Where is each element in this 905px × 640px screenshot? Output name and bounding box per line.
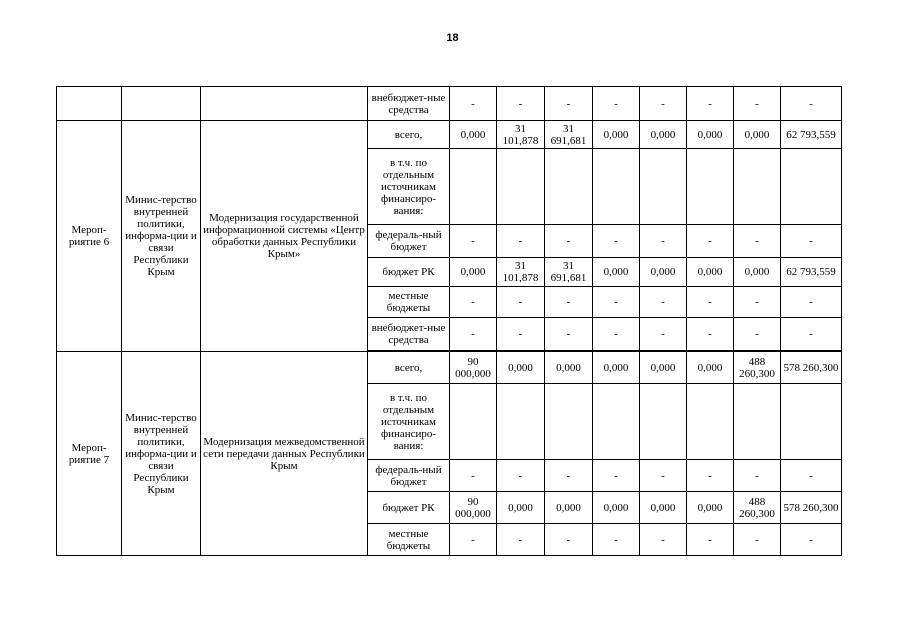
empty-cell (57, 87, 122, 121)
source-label: бюджет РК (368, 492, 450, 524)
value-cell: - (497, 460, 545, 492)
source-label: всего, (368, 352, 450, 384)
value-cell: 31 101,878 (497, 121, 545, 149)
value-cell: - (497, 287, 545, 318)
value-cell: 0,000 (640, 352, 687, 384)
table-row (57, 87, 842, 121)
value-cell: - (545, 524, 593, 556)
value-cell: - (781, 524, 842, 556)
value-cell: 31 691,681 (545, 258, 593, 287)
source-label: местные бюджеты (368, 287, 450, 318)
value-cell: - (734, 318, 781, 351)
empty-cell (497, 149, 545, 225)
value-cell: 62 793,559 (781, 121, 842, 149)
value-cell: 0,000 (640, 258, 687, 287)
value-cell: - (781, 287, 842, 318)
value-cell: - (734, 87, 781, 121)
value-cell: - (687, 87, 734, 121)
value-cell: - (734, 460, 781, 492)
value-cell: - (593, 87, 640, 121)
value-cell: - (593, 524, 640, 556)
value-cell: - (593, 460, 640, 492)
value-cell: - (687, 524, 734, 556)
table-row (57, 121, 842, 149)
empty-cell (450, 384, 497, 460)
value-cell: 578 260,300 (781, 492, 842, 524)
value-cell: - (593, 318, 640, 351)
value-cell: 578 260,300 (781, 352, 842, 384)
source-label: в т.ч. по отдельным источникам финансиро-вания: (368, 149, 450, 225)
empty-cell (781, 149, 842, 225)
empty-cell (781, 384, 842, 460)
value-cell: - (497, 225, 545, 258)
value-cell: 0,000 (593, 258, 640, 287)
source-label: бюджет РК (368, 258, 450, 287)
value-cell: 488 260,300 (734, 492, 781, 524)
page-number: 18 (446, 32, 459, 44)
value-cell: 0,000 (593, 352, 640, 384)
value-cell: 0,000 (450, 258, 497, 287)
value-cell: - (497, 318, 545, 351)
empty-cell (201, 87, 368, 121)
value-cell: - (545, 318, 593, 351)
value-cell: 0,000 (687, 121, 734, 149)
value-cell: - (545, 287, 593, 318)
empty-cell (687, 149, 734, 225)
empty-cell (593, 149, 640, 225)
value-cell: 31 101,878 (497, 258, 545, 287)
empty-cell (640, 384, 687, 460)
empty-cell (122, 87, 201, 121)
measure-label: Мероп-риятие 6 (57, 121, 122, 352)
value-cell: - (593, 287, 640, 318)
value-cell: - (640, 460, 687, 492)
table-row (57, 352, 842, 384)
source-label: всего, (368, 121, 450, 149)
value-cell: - (640, 287, 687, 318)
value-cell: 0,000 (687, 258, 734, 287)
value-cell: 62 793,559 (781, 258, 842, 287)
source-label: местные бюджеты (368, 524, 450, 556)
value-cell: 0,000 (687, 352, 734, 384)
value-cell: 0,000 (497, 492, 545, 524)
value-cell: 0,000 (497, 352, 545, 384)
empty-cell (640, 149, 687, 225)
financing-table (56, 86, 842, 556)
value-cell: - (450, 524, 497, 556)
value-cell: 0,000 (687, 492, 734, 524)
value-cell: 0,000 (640, 492, 687, 524)
value-cell: - (734, 287, 781, 318)
value-cell: - (734, 524, 781, 556)
value-cell: 90 000,000 (450, 492, 497, 524)
value-cell: - (450, 318, 497, 351)
value-cell: - (497, 524, 545, 556)
value-cell: - (781, 460, 842, 492)
value-cell: - (450, 225, 497, 258)
value-cell: - (687, 460, 734, 492)
value-cell: - (450, 287, 497, 318)
source-label: в т.ч. по отдельным источникам финансиро-вания: (368, 384, 450, 460)
value-cell: 0,000 (545, 492, 593, 524)
value-cell: 0,000 (640, 121, 687, 149)
value-cell: 0,000 (593, 121, 640, 149)
empty-cell (687, 384, 734, 460)
value-cell: 0,000 (450, 121, 497, 149)
value-cell: - (687, 287, 734, 318)
empty-cell (734, 384, 781, 460)
value-cell: - (593, 225, 640, 258)
measure-executor: Минис-терство внутренней политики, информа-ции и связи Республики Крым (122, 121, 201, 352)
value-cell: 31 691,681 (545, 121, 593, 149)
empty-cell (593, 384, 640, 460)
value-cell: 0,000 (734, 258, 781, 287)
empty-cell (497, 384, 545, 460)
value-cell: - (781, 318, 842, 351)
measure-label: Мероп-риятие 7 (57, 352, 122, 556)
value-cell: - (450, 87, 497, 121)
value-cell: - (734, 225, 781, 258)
value-cell: - (545, 87, 593, 121)
value-cell: - (545, 225, 593, 258)
source-label: внебюджет-ные средства (368, 318, 450, 351)
value-cell: - (497, 87, 545, 121)
measure-title: Модернизация государственной информационной системы «Центр обработки данных Республики Крым» (201, 121, 368, 352)
empty-cell (450, 149, 497, 225)
value-cell: 0,000 (545, 352, 593, 384)
measure-executor: Минис-терство внутренней политики, информа-ции и связи Республики Крым (122, 352, 201, 556)
value-cell: - (687, 225, 734, 258)
value-cell: 0,000 (593, 492, 640, 524)
value-cell: - (640, 225, 687, 258)
value-cell: - (640, 524, 687, 556)
value-cell: - (450, 460, 497, 492)
value-cell: - (781, 87, 842, 121)
value-cell: - (640, 318, 687, 351)
measure-title: Модернизация межведомственной сети передачи данных Республики Крым (201, 352, 368, 556)
source-label: федераль-ный бюджет (368, 460, 450, 492)
value-cell: 90 000,000 (450, 352, 497, 384)
empty-cell (734, 149, 781, 225)
value-cell: 0,000 (734, 121, 781, 149)
empty-cell (545, 384, 593, 460)
value-cell: - (545, 460, 593, 492)
value-cell: - (640, 87, 687, 121)
empty-cell (545, 149, 593, 225)
value-cell: 488 260,300 (734, 352, 781, 384)
source-label: федераль-ный бюджет (368, 225, 450, 258)
source-label: внебюджет-ные средства (368, 87, 450, 121)
value-cell: - (781, 225, 842, 258)
value-cell: - (687, 318, 734, 351)
